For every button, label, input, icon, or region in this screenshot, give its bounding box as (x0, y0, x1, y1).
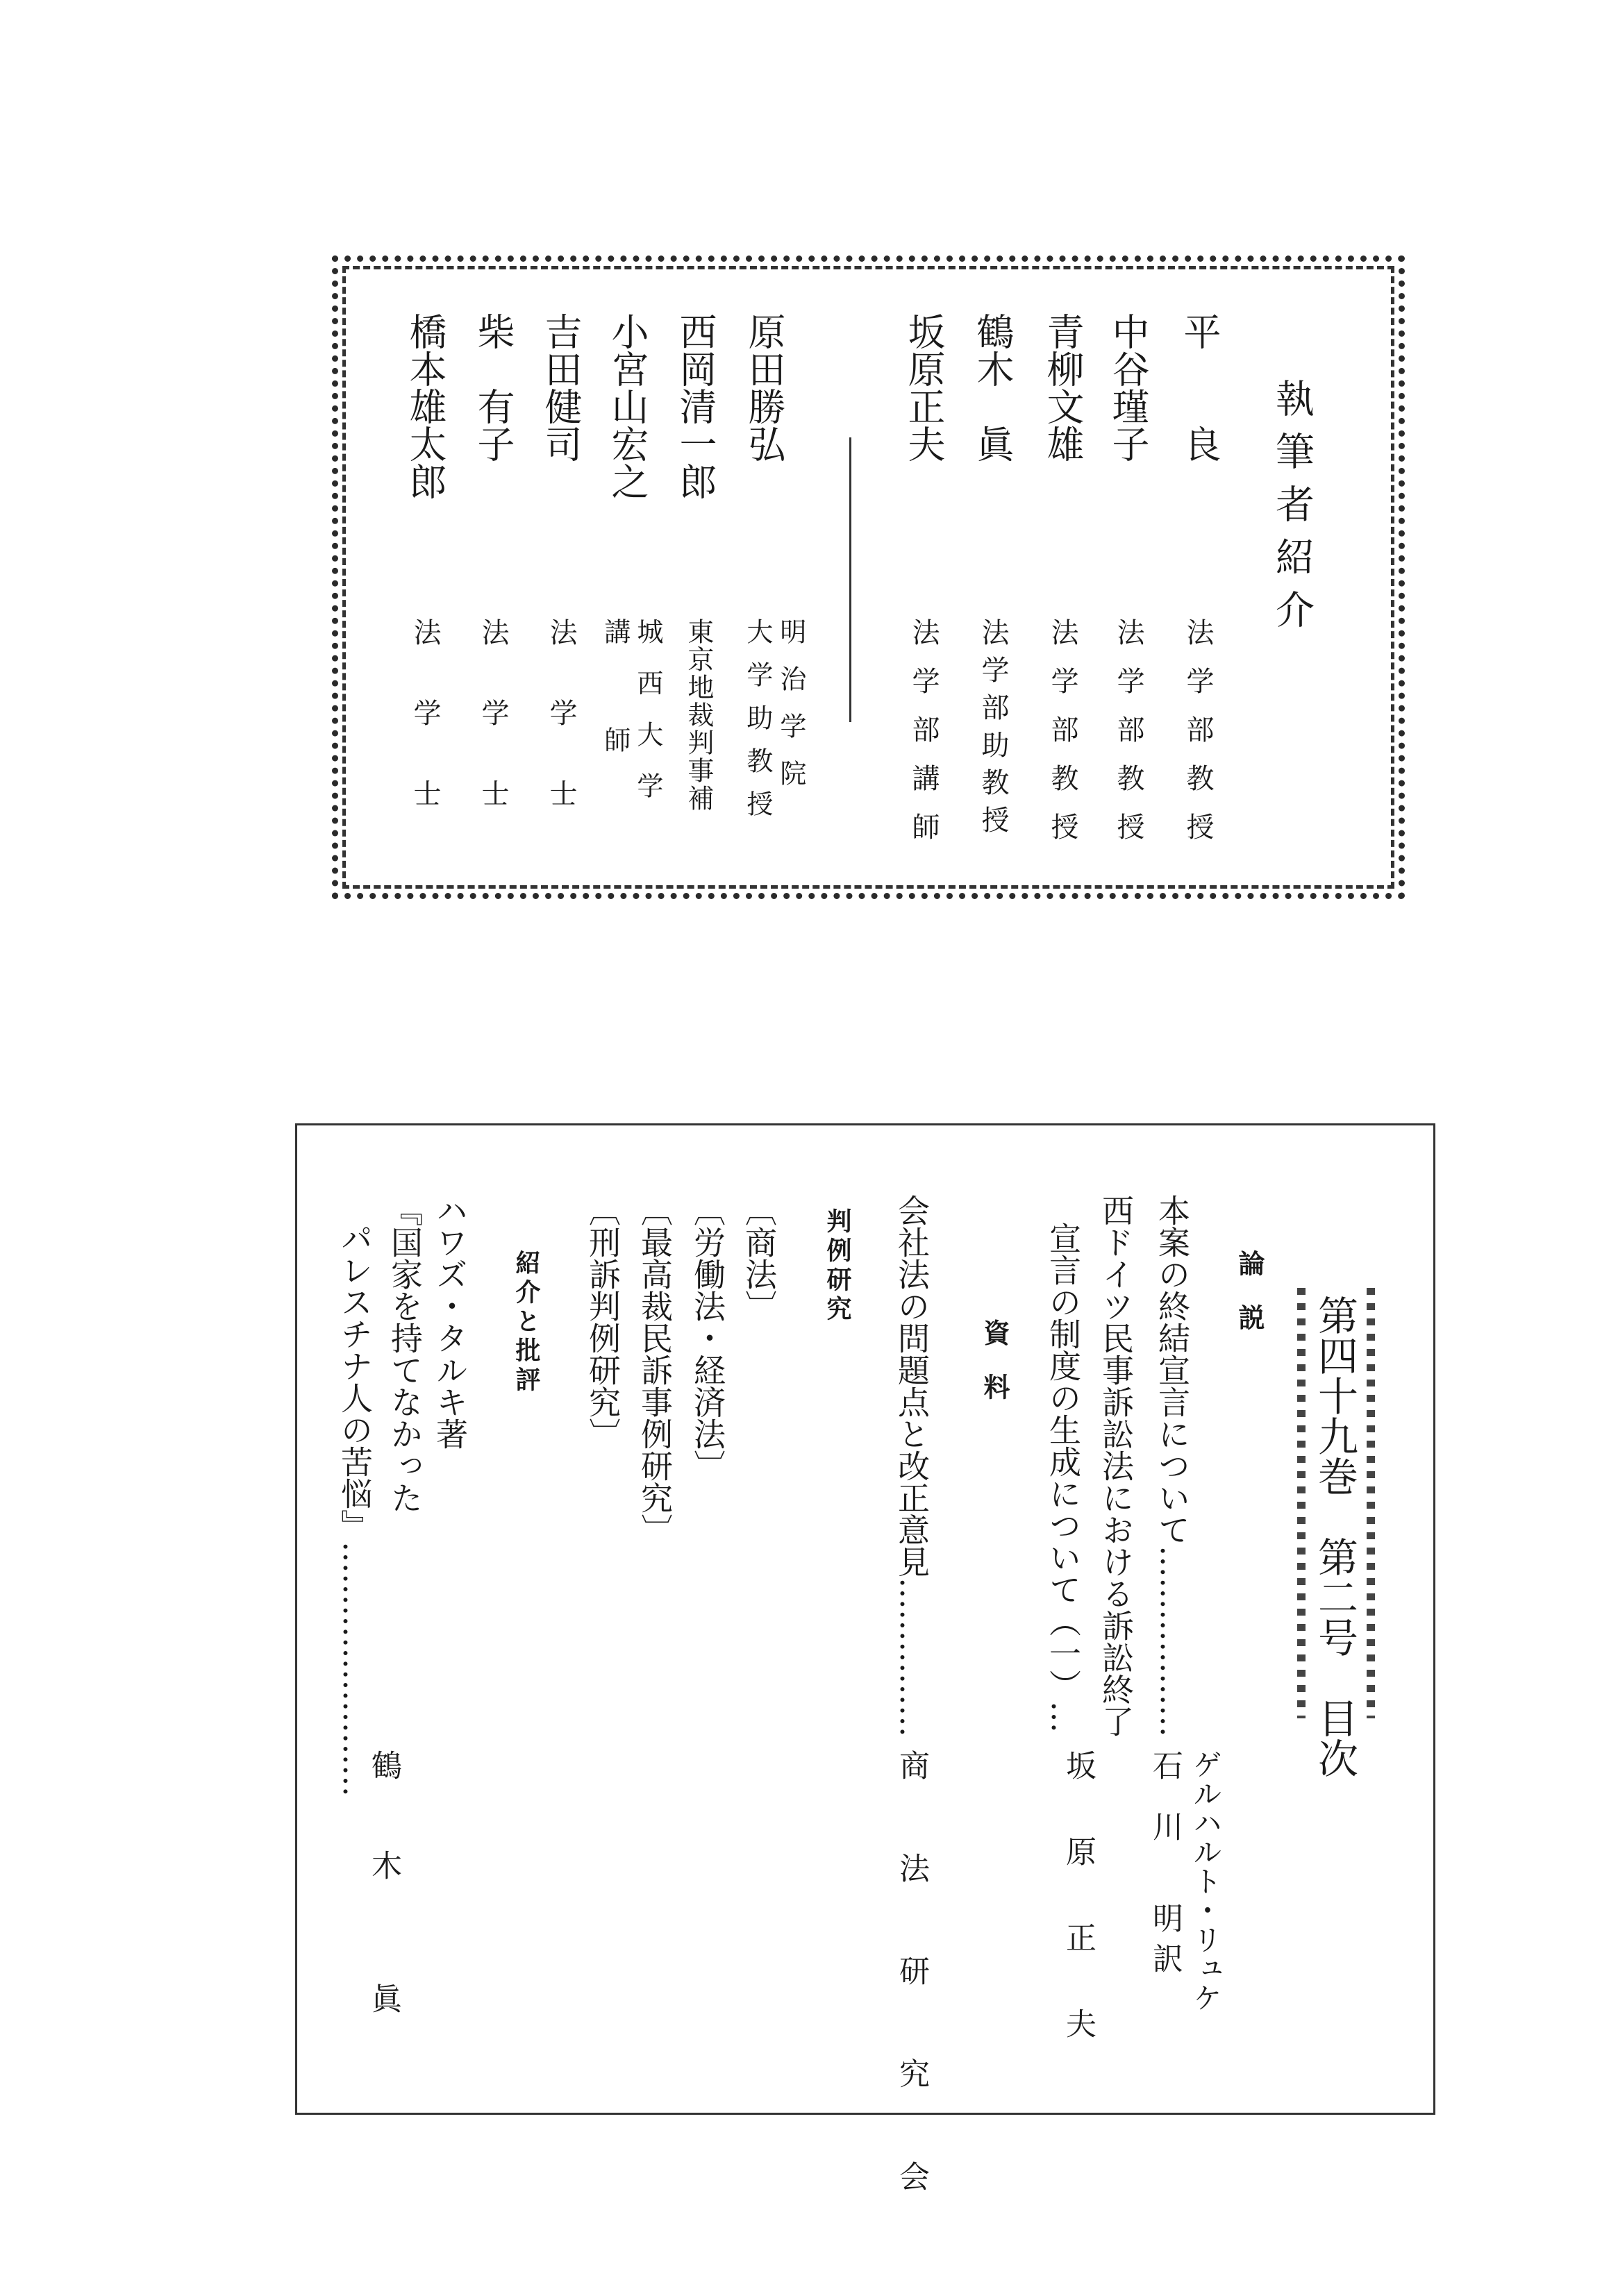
review-author-line: ハワズ・タルキ著 (431, 1194, 469, 1450)
article-author: 商 法 研 究 会 (894, 1750, 929, 2212)
contributor-affiliation: 法 学 士 (545, 618, 577, 819)
wavy-border (1367, 1288, 1375, 1718)
contributor-name: 柴 有子 (472, 312, 515, 462)
contributor-name: 西岡清一郎 (674, 312, 717, 500)
contributor-affiliation: 東京地裁判事補 (683, 618, 714, 812)
contributor-name: 坂原正夫 (902, 312, 946, 462)
article-author: 坂 原 正 夫 (1060, 1750, 1096, 2051)
contributor-affiliation: 法学部教授 (1046, 618, 1078, 861)
section-heading-hanrei: 判例研究 (823, 1208, 852, 1325)
review-title: 『国家を持てなかった (386, 1194, 424, 1514)
contributor-name: 平 良 (1178, 312, 1221, 462)
section-heading-shokai: 紹介と批評 (512, 1250, 541, 1396)
article-translator: 石 川 明 訳 (1147, 1750, 1183, 1973)
section-heading-ronsetsu: 論説 (1234, 1250, 1265, 1358)
review-reviewer: 鶴 木 眞 (366, 1750, 401, 2016)
case-category: 〔最高裁民訴事例研究〕 (636, 1194, 674, 1545)
volume-title: 第四十九巻 第二号 目次 (1311, 1295, 1358, 1778)
contributor-name: 吉田健司 (539, 312, 583, 462)
contributor-name: 中谷瑾子 (1106, 312, 1150, 462)
contributor-affiliation: 法 学 士 (409, 618, 441, 819)
review-title: パレスチナ人の苦悩』…………………… (336, 1222, 374, 1797)
contributor-affiliation: 法学部助教授 (977, 618, 1009, 843)
section-heading-shiryo: 資料 (979, 1319, 1010, 1427)
contributor-affiliation: 講 師 (599, 618, 631, 762)
contributors-title: 執筆者紹介 (1269, 378, 1315, 642)
case-category: 〔商法〕 (740, 1194, 778, 1322)
contributor-name: 青柳文雄 (1041, 312, 1085, 462)
article-title: 会社法の問題点と改正意見…………… (893, 1194, 931, 1737)
contributor-name: 原田勝弘 (742, 312, 786, 462)
contributor-affiliation: 法学部教授 (1182, 618, 1214, 861)
contributor-name: 小宮山宏之 (606, 312, 649, 500)
contributor-affiliation: 城西大学 (632, 618, 663, 823)
column-divider (849, 437, 851, 722)
contributor-name: 鶴木 眞 (971, 312, 1015, 462)
article-title: 本案の終結宣言について……………… (1153, 1194, 1191, 1737)
case-category: 〔刑訴判例研究〕 (584, 1194, 622, 1450)
article-author: ゲルハルト・リュケ (1189, 1750, 1223, 2012)
case-category: 〔労働法・経済法〕 (689, 1194, 726, 1482)
contributor-name: 橋本雄太郎 (403, 312, 447, 500)
wavy-border (1297, 1288, 1306, 1718)
contributor-affiliation: 法 学 士 (477, 618, 509, 819)
contributor-affiliation: 大学助教授 (742, 618, 773, 833)
contributor-affiliation: 法学部教授 (1112, 618, 1144, 861)
contributor-affiliation: 法学部講師 (908, 618, 940, 861)
article-title: 宣言の制度の生成について（一）… (1044, 1222, 1082, 1733)
contributor-affiliation: 明治学院 (775, 618, 806, 807)
article-title: 西ドイツ民事訴訟法における訴訟終了 (1097, 1194, 1135, 1737)
